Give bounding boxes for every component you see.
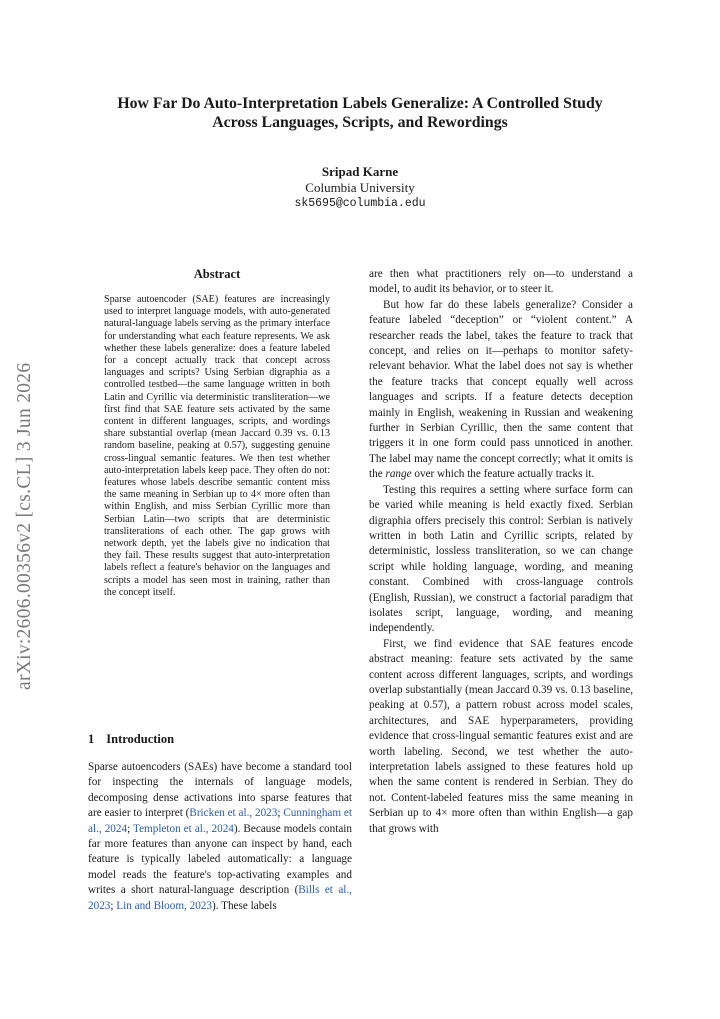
body-paragraph: are then what practitioners rely on—to understand a model, to audit its behavior, or to steer it. bbox=[369, 268, 633, 296]
body-paragraph bbox=[369, 298, 633, 483]
body-paragraph: Testing this requires a setting where surface form can be varied while meaning is held exactly fixed. Serbian digraphia offers precisely this control: Serbian is natively written in both Latin and Cyrillic scripts, related by deterministic, lossless transliteration, so we can change script while holding language, wording, and meaning constant. Combined with cross-language controls (English, Russian), we construct a factorial paradigm that isolates script, language, wording, and meaning independently. bbox=[369, 483, 633, 635]
author-name: Sripad Karne bbox=[321, 164, 399, 179]
citation-link[interactable]: Bills et al., 2023 bbox=[88, 884, 352, 912]
title-line-1: How Far Do Auto-Interpretation Labels Generalize: A Controlled Study bbox=[117, 95, 603, 112]
section-number: 1 bbox=[88, 732, 95, 746]
section-heading bbox=[88, 732, 174, 747]
abstract-heading: Abstract bbox=[193, 267, 241, 281]
abstract-text: Sparse autoencoder (SAE) features are increasingly used to interpret language models, with auto-generated natural-language labels serving as the primary interface for understanding what each feature represents. We ask whether these labels generalize: does a feature labeled for a concept actually track that concept across languages and scripts? Using Serbian digraphia as a controlled testbed—the same language written in both Latin and Cyrillic via deterministic transliteration—we first find that SAE feature sets activated by the same content in different languages, scripts, and wordings share substantial overlap (mean Jaccard 0.39 vs. 0.13 random baseline, peaking at 0.57), suggesting genuine cross-lingual semantic features. We then test whether auto-interpretation labels keep pace. They often do not: features whose labels describe semantic content miss the same meaning in Serbian up to 4× more often than within English, and miss Serbian Cyrillic more than Serbian Latin—two scripts that are deterministic transliterations of each other. The gap grows with network depth, yet the labels give no indication that they fail. These results suggest that auto-interpretation labels reflect a feature's behavior on the languages and scripts a model has seen most in training, rather than the concept itself. bbox=[104, 294, 330, 598]
right-column bbox=[369, 267, 633, 837]
citation-link[interactable]: Bricken et al., 2023 bbox=[189, 807, 278, 820]
intro-text: ; bbox=[110, 899, 117, 912]
citation-link[interactable]: Lin and Bloom, 2023 bbox=[116, 899, 212, 912]
author-email: sk5695@columbia.edu bbox=[294, 197, 426, 210]
body-paragraph: First, we find evidence that SAE features encode abstract meaning: feature sets activated by the same content across different languages, scripts, and wordings overlap substantially (mean Jaccard 0.39 vs. 0.13 baseline, peaking at 0.57), a pattern robust across model scales, architectures, and SAE hyperparameters, providing evidence that cross-lingual semantic features exist and are worth labeling. Second, we test whether the auto-interpretation labels assigned to these features hold up when the same content is rendered in Serbian. They do not. Content-labeled features miss the same meaning in Serbian up to 4× more often than within English—a gap that grows with bbox=[369, 637, 633, 835]
intro-text: Sparse autoencoders (SAEs) have become a standard tool for inspecting the internals of language models, decomposing dense activations into sparse features that are easier to interpret ( bbox=[88, 761, 352, 820]
emphasis-text: range bbox=[385, 468, 412, 481]
author-block bbox=[160, 164, 560, 212]
body-text: But how far do these labels generalize? Consider a feature labeled “deception” or “violent content.” A researcher reads the label, takes the feature to track that concept, and relies on it—perhaps to monitor safety-relevant behavior. What the label does not say is whether the feature tracks that concept equally well across languages and scripts. If a feature detects deception mainly in English, weakening in Russian and weakening further in Serbian Cyrillic, then the same content that triggers it in one form could pass unnoticed in another. The label may name the concept correctly; what it omits is the bbox=[369, 298, 633, 481]
title-line-2: Across Languages, Scripts, and Rewordings bbox=[212, 114, 508, 131]
intro-paragraph bbox=[88, 760, 352, 914]
citation-link[interactable]: Cunningham et al., 2024 bbox=[88, 807, 352, 835]
paper-title bbox=[60, 94, 660, 132]
citation-link[interactable]: Templeton et al., 2024 bbox=[133, 822, 234, 835]
arxiv-stamp: arXiv:2606.00356v2 [cs.CL] 3 Jun 2026 bbox=[14, 362, 35, 690]
section-title: Introduction bbox=[106, 732, 175, 746]
body-text: over which the feature actually tracks it. bbox=[411, 468, 595, 481]
intro-text: ; bbox=[277, 807, 284, 820]
author-affiliation: Columbia University bbox=[305, 180, 415, 195]
intro-text: ). Because models contain far more features than anyone can inspect by hand, each feature is typically labeled automatically: a language model reads the feature's top-activating examples and writes a short natural-language description ( bbox=[88, 822, 353, 897]
intro-text: ; bbox=[127, 822, 134, 835]
intro-text: ). These labels bbox=[212, 899, 277, 912]
